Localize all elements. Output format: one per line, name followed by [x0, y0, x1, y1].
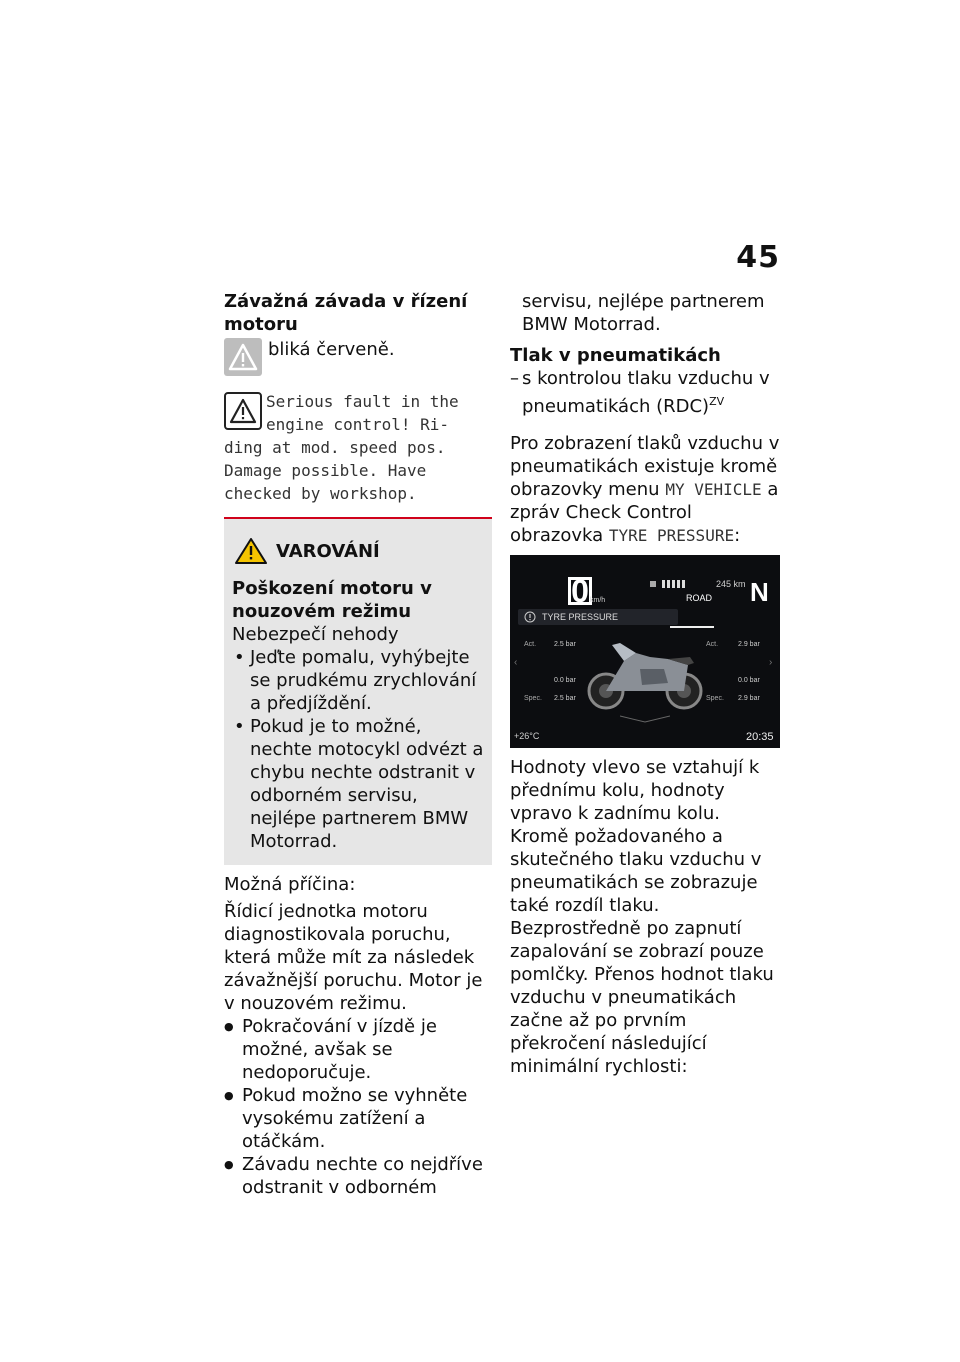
- tyre-pressure-dashboard: [510, 555, 780, 748]
- para-front-rear: Hodnoty vlevo se vztahují k přednímu kolu, hodnoty vpravo k zadnímu kolu.: [510, 757, 760, 824]
- rear-spec-value: 2.9 bar: [738, 695, 760, 702]
- cause-label: Možná příčina:: [224, 874, 356, 895]
- cc-message: [224, 390, 492, 505]
- cc-line-1: Serious fault in the: [266, 392, 459, 411]
- para-pressure-diff: Kromě požadovaného a skutečného tlaku vzduchu v pneumatikách se zobrazuje také rozdíl tlaku.: [510, 826, 762, 916]
- fuel-gauge-icon: [650, 579, 712, 589]
- tyre-pressure-title: TYRE PRESSURE: [542, 612, 619, 622]
- warning-bullet: • Jeďte pomalu, vyhýbejte se prudkému zrychlování a předjíždění.: [232, 646, 484, 715]
- blink-row: [224, 338, 492, 376]
- gear-indicator: N: [750, 577, 769, 607]
- cause-text: Řídicí jednotka motoru diagnostikovala poruchu, která může mít za následek závažnější poruchu. Motor je v nouzovém režimu.: [224, 901, 483, 1014]
- action-item: ● Pokud možno se vyhněte vysokému zatížení a otáčkám.: [224, 1084, 492, 1153]
- right-column: [510, 290, 782, 1078]
- front-diff-value: 0.0 bar: [554, 677, 576, 684]
- motorcycle-icon: [584, 639, 708, 713]
- front-act-label: Act.: [524, 641, 537, 648]
- cc-line-4: Damage possible. Have: [224, 461, 427, 480]
- rear-act-value: 2.9 bar: [738, 641, 760, 648]
- clock: 20:35: [746, 731, 774, 743]
- warning-title-text: VAROVÁNÍ: [276, 540, 380, 562]
- action-list: [224, 1015, 492, 1199]
- cc-line-3: ding at mod. speed pos.: [224, 438, 446, 457]
- page-number: 45: [736, 240, 780, 275]
- odometer: 245 km: [716, 579, 746, 589]
- right-arrow-icon: ›: [769, 657, 773, 668]
- menu-name: MY VEHICLE: [665, 480, 762, 499]
- continuation-text: servisu, nejlépe partnerem BMW Motorrad.: [522, 291, 765, 335]
- warning-subtitle: Poškození motoru v nouzovém režimu: [232, 578, 432, 622]
- speed-value: 0: [568, 577, 592, 605]
- action-item: ● Pokračování v jízdě je možné, avšak se nedoporučuje.: [224, 1015, 492, 1084]
- cc-line-2: engine control! Ri-: [266, 415, 450, 434]
- warning-bullet: • Pokud je to možné, nechte motocykl odvézt a chybu nechte odstranit v odborném servisu, nejlépe partnerem BMW Motorrad.: [232, 715, 484, 853]
- speed-unit: km/h: [590, 597, 606, 604]
- riding-mode: ROAD: [686, 593, 713, 603]
- section-heading-engine-fault: Závažná závada v řízení motoru: [224, 291, 468, 335]
- rdc-equipment-item: – s kontrolou tlaku vzduchu v pneumatikách (RDC)$^{ZV}$: [510, 367, 782, 418]
- front-spec-label: Spec.: [524, 695, 542, 702]
- rear-diff-value: 0.0 bar: [738, 677, 760, 684]
- screen-name: TYRE PRESSURE: [608, 526, 735, 545]
- left-column: [224, 290, 492, 1199]
- option-sup: ZV: [709, 395, 725, 408]
- rear-spec-label: Spec.: [706, 695, 724, 702]
- tyre-warning-icon: [524, 611, 536, 623]
- warning-triangle-gray-icon: [224, 338, 262, 376]
- cc-line-5: checked by workshop.: [224, 484, 417, 503]
- warning-danger: Nebezpečí nehody: [232, 624, 399, 645]
- warning-box: [224, 517, 492, 865]
- section-heading-tyre-pressure: Tlak v pneumatikách: [510, 345, 721, 366]
- ambient-temperature: +26°C: [514, 731, 540, 741]
- intro-paragraph: Pro zobrazení tlaků vzduchu v pneumatikách existuje kromě obrazovky menu MY VEHICLE a zpráv Check Control obrazovka TYRE PRESSURE:: [510, 433, 780, 546]
- action-item: ● Závadu nechte co nejdříve odstranit v odborném: [224, 1153, 492, 1199]
- page-indicator: [670, 626, 714, 628]
- scroll-chevron-icon: [620, 715, 670, 723]
- left-arrow-icon: ‹: [514, 657, 518, 668]
- para-dashes: Bezprostředně po zapnutí zapalování se zobrazí pouze pomlčky. Přenos hodnot tlaku vzduchu v pneumatikách začne až po prvním překročení následující minimální rychlosti:: [510, 918, 774, 1077]
- warning-triangle-icon: [234, 537, 268, 565]
- blink-text: bliká červeně.: [268, 339, 395, 360]
- warning-bullets: [232, 646, 484, 853]
- warning-triangle-outline-icon: [224, 392, 262, 430]
- front-act-value: 2.5 bar: [554, 641, 576, 648]
- warning-title: [232, 537, 484, 565]
- rear-act-label: Act.: [706, 641, 719, 648]
- front-spec-value: 2.5 bar: [554, 695, 576, 702]
